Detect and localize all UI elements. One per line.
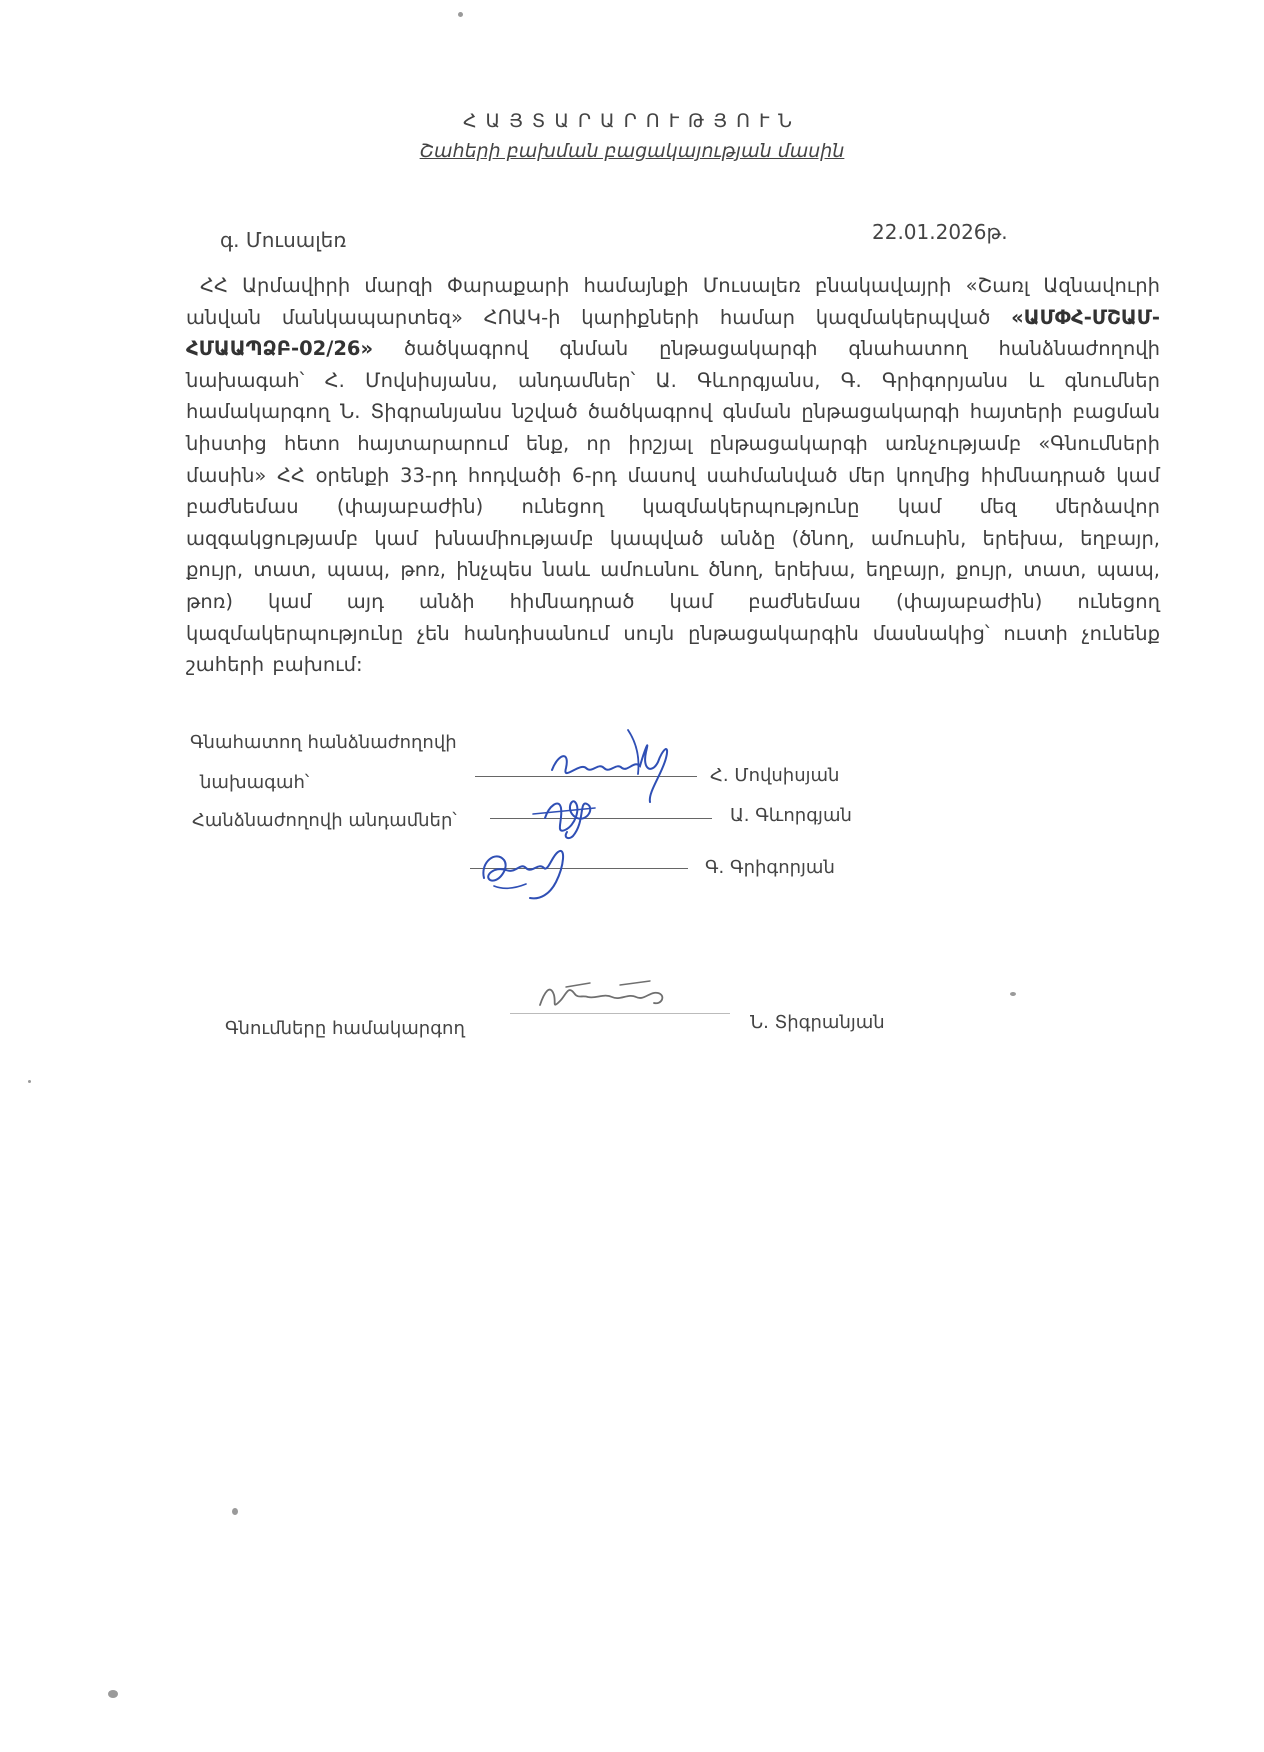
chair-name: Հ. Մովսիսյան	[710, 765, 840, 786]
scan-speck	[458, 12, 463, 17]
member1-name: Ա. Գևորգյան	[730, 805, 852, 826]
chair-label-line2: նախագահ՝	[200, 772, 310, 793]
procurement-code: «ԱՄՓՀ-ՄՇԱՄ-ՀՄԱԱՊՁԲ-02/26»	[186, 305, 1160, 361]
coordinator-name: Ն. Տիգրանյան	[750, 1012, 885, 1033]
coordinator-signature	[530, 965, 700, 1025]
declaration-text-part1: ՀՀ Արմավիրի մարզի Փարաքարի համայնքի Մուսալեռ բնակավայրի «Շառլ Ազնավուրի անվան մանկապարտեզ» ՀՈԱԿ-ի կարիքների համար կազմակերպված	[186, 274, 1160, 329]
member2-name: Գ. Գրիգորյան	[705, 857, 835, 878]
place-of-issue: գ. Մուսալեռ	[220, 228, 347, 252]
document-subtitle: Շահերի բախման բացակայության մասին	[419, 140, 845, 162]
member2-signature	[470, 826, 600, 916]
members-label: Հանձնաժողովի անդամներ՝	[192, 810, 457, 831]
scan-speck	[28, 1080, 31, 1083]
document-date: 22.01.2026թ.	[872, 220, 1008, 244]
chair-label-line1: Գնահատող հանձնաժողովի	[190, 732, 457, 753]
declaration-body	[186, 270, 1160, 681]
scan-speck	[108, 1690, 118, 1698]
document-title: ՀԱՅՏԱՐԱՐՈՒԹՅՈՒՆ	[462, 110, 802, 132]
scan-speck	[232, 1508, 238, 1515]
coordinator-label: Գնումները համակարգող	[225, 1018, 465, 1039]
declaration-text-part2: ծածկագրով գնման ընթացակարգի գնահատող հանձնաժողովի նախագահ՝ Հ. Մովսիսյանս, անդամներ՝ Ա. Գևորգյանս, Գ. Գրիգորյանս և գնումներ համակարգող Ն. Տիգրանյանս նշված ծածկագրով գնման ընթացակարգի հայտերի բացման նիստից հետո հայտարարում ենք, որ իրշյալ ընթացակարգի առնչությամբ «Գնումների մասին» ՀՀ օրենքի 33-րդ հոդվածի 6-րդ մասով սահմանված մեր կողմից հիմնադրած կամ բաժնեմաս (փայաբաժին) ունեցող կազմակերպությունը կամ մեզ մերձավոր ազգակցությամբ կամ խնամիությամբ կապված անձը (ծնող, ամուսին, երեխա, եղբայր, քույր, տատ, պապ, թոռ, ինչպես նաև ամուսնու ծնող, երեխա, եղբայր, քույր, տատ, պապ, թոռ) կամ այդ անձի հիմնադրած կամ բաժնեմաս (փայաբաժին) ունեցող կազմակերպությունը չեն հանդիսանում սույն ընթացակարգին մասնակից՝ ուստի չունենք շահերի բախում:	[186, 337, 1160, 677]
scan-speck	[1010, 992, 1016, 996]
